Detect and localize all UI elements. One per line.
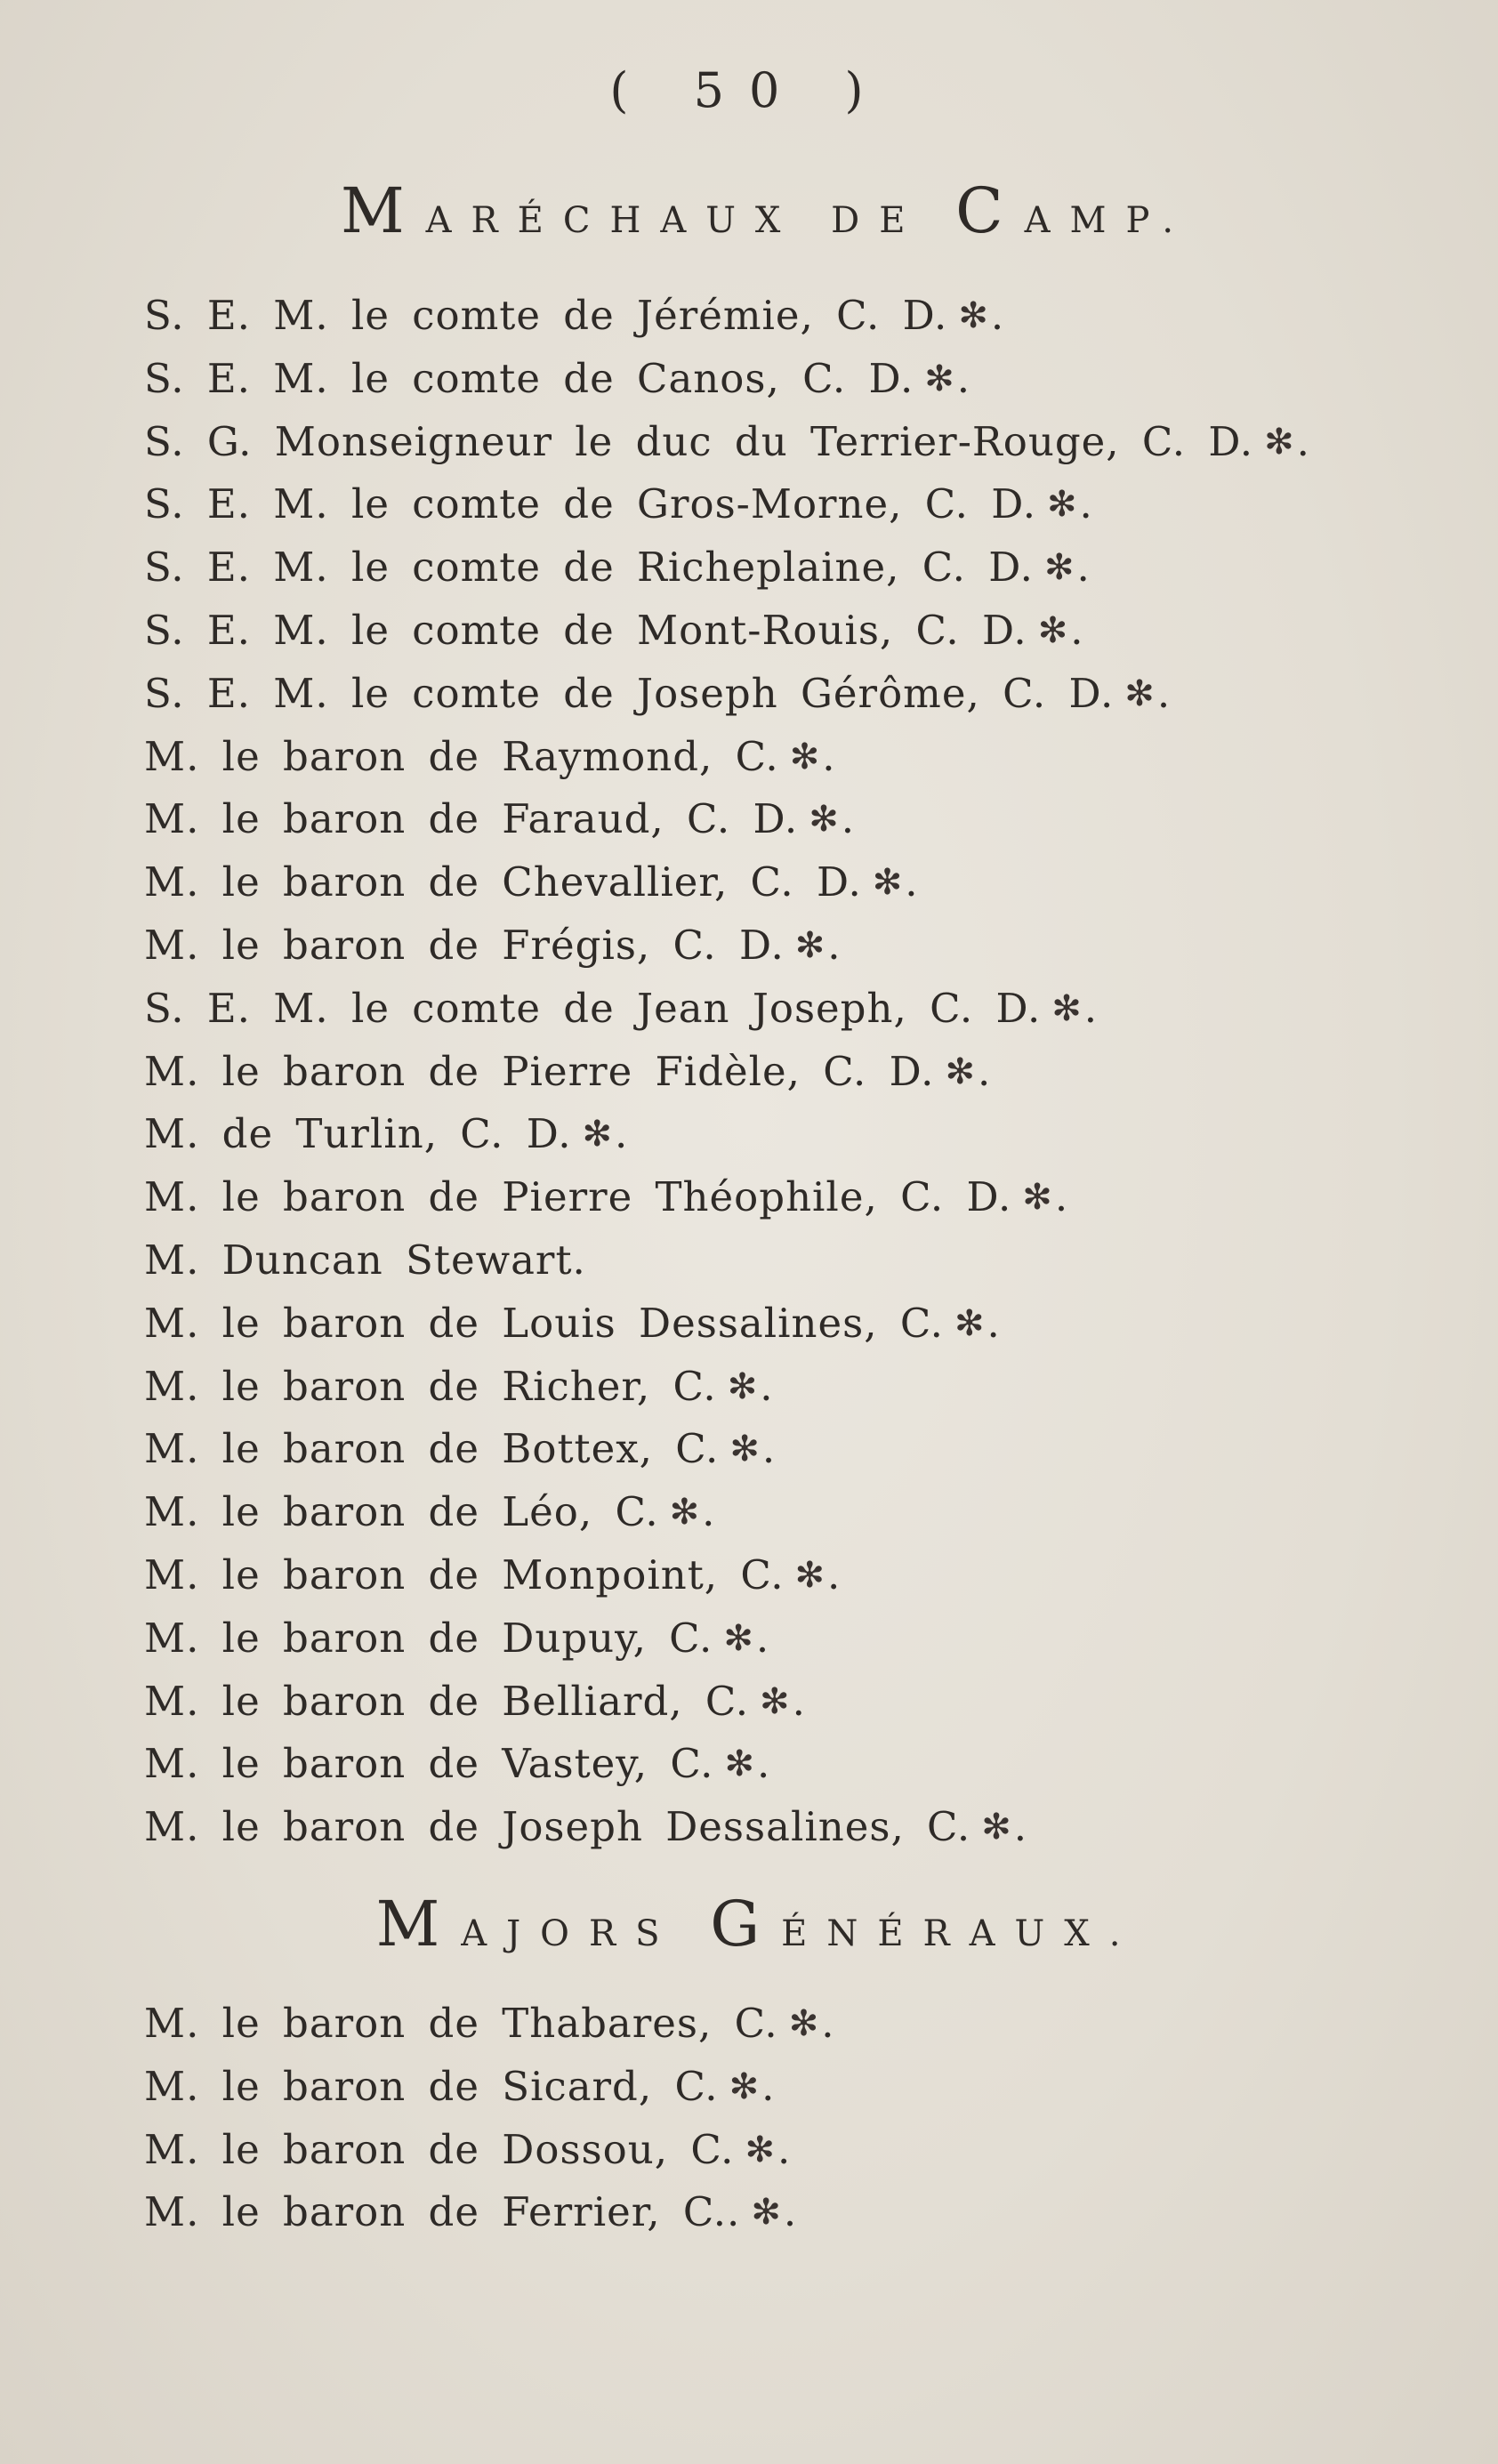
entry-text: M. le baron de Monpoint, C. [144,1550,785,1598]
marechaux-de-camp-list [144,285,1409,1859]
list-item [144,1166,1409,1229]
punctuation: . [792,1677,806,1725]
section-title-majors-generaux [0,1888,1498,1961]
title-initial: M [340,174,426,247]
order-star-icon: ✻ [1051,987,1083,1029]
punctuation: . [1054,1173,1069,1221]
entry-text: M. le baron de Frégis, C. D. [144,921,785,969]
order-star-icon: ✻ [945,1051,976,1092]
punctuation: . [760,1362,774,1410]
list-item [144,788,1409,851]
title-text: AMP. [1024,200,1194,241]
list-item [144,1607,1409,1671]
title-text: ÉNÉRAUX. [781,1913,1140,1954]
entry-text: M. le baron de Bottex, C. [144,1425,720,1473]
order-star-icon: ✻ [981,1807,1012,1848]
list-item [144,536,1409,600]
entry-text: M. le baron de Dupuy, C. [144,1614,713,1662]
list-item [144,600,1409,663]
punctuation: . [827,921,842,969]
order-star-icon: ✻ [1037,609,1069,651]
entry-text: M. le baron de Faraud, C. D. [144,795,799,843]
punctuation: . [827,1550,842,1598]
punctuation: . [956,354,971,402]
order-star-icon: ✻ [745,2129,776,2170]
punctuation: . [990,292,1005,339]
list-item [144,2056,1409,2119]
entry-text: S. E. M. le comte de Jérémie, C. D. [144,292,948,339]
list-item [144,914,1409,978]
punctuation: . [1083,984,1099,1032]
punctuation: . [1076,544,1091,592]
punctuation: . [783,2188,798,2236]
entry-text: S. G. Monseigneur le duc du Terrier-Rouge, C. D. [144,417,1254,465]
entry-text: M. le baron de Belliard, C. [144,1677,750,1725]
entry-text: M. le baron de Richer, C. [144,1362,717,1410]
punctuation: . [756,1740,771,1788]
list-item [144,1103,1409,1166]
list-item [144,2181,1409,2244]
order-star-icon: ✻ [729,1429,761,1470]
entry-text: S. E. M. le comte de Canos, C. D. [144,354,914,402]
punctuation: . [1156,669,1172,717]
entry-text: S. E. M. le comte de Gros-Morne, C. D. [144,480,1036,528]
punctuation: . [841,795,856,843]
entry-text: M. le baron de Louis Dessalines, C. [144,1299,944,1347]
order-star-icon: ✻ [669,1492,701,1534]
list-item [144,2119,1409,2182]
list-item [144,1292,1409,1356]
punctuation: . [822,732,836,780]
list-item [144,473,1409,536]
list-item [144,851,1409,914]
order-star-icon: ✻ [751,2192,782,2234]
list-item [144,348,1409,411]
entry-text: M. le baron de Thabares, C. [144,2000,778,2047]
entry-text: S. E. M. le comte de Richeplaine, C. D. [144,544,1034,592]
entry-text: M. Duncan Stewart. [144,1236,586,1284]
order-star-icon: ✻ [924,358,955,399]
list-item [144,1671,1409,1734]
list-item [144,1356,1409,1419]
list-item [144,1481,1409,1544]
order-star-icon: ✻ [788,2003,820,2044]
list-item [144,978,1409,1041]
order-star-icon: ✻ [727,1365,759,1407]
entry-text: M. le baron de Ferrier, C.. [144,2188,741,2236]
entry-text: M. le baron de Sicard, C. [144,2062,719,2110]
list-item [144,1993,1409,2056]
order-star-icon: ✻ [954,1302,986,1344]
list-item [144,1041,1409,1104]
order-star-icon: ✻ [724,1743,755,1785]
entry-text: S. E. M. le comte de Jean Joseph, C. D. [144,984,1042,1032]
page-number: ( 50 ) [609,62,889,118]
entry-text: S. E. M. le comte de Mont-Rouis, C. D. [144,606,1027,654]
title-text: ARÉCHAUX DE [425,200,956,241]
entry-text: M. le baron de Pierre Théophile, C. D. [144,1173,1012,1221]
title-initial: C [955,174,1025,247]
order-star-icon: ✻ [723,1617,754,1659]
title-text: AJORS [461,1913,711,1954]
list-item [144,285,1409,348]
order-star-icon: ✻ [1124,672,1156,714]
order-star-icon: ✻ [794,1554,826,1596]
punctuation: . [777,2125,792,2173]
list-item [144,726,1409,789]
entry-text: S. E. M. le comte de Joseph Gérôme, C. D. [144,669,1115,717]
entry-text: M. le baron de Léo, C. [144,1488,659,1536]
entry-text: M. le baron de Pierre Fidèle, C. D. [144,1047,935,1095]
punctuation: . [821,2000,835,2047]
punctuation: . [761,1425,777,1473]
order-star-icon: ✻ [1264,421,1295,463]
list-item [144,1544,1409,1607]
order-star-icon: ✻ [809,799,840,841]
order-star-icon: ✻ [789,736,821,777]
title-initial: M [375,1888,462,1961]
order-star-icon: ✻ [729,2065,761,2107]
punctuation: . [905,858,919,906]
entry-text: M. le baron de Vastey, C. [144,1740,714,1788]
punctuation: . [615,1110,629,1158]
entry-text: M. de Turlin, C. D. [144,1110,572,1158]
title-initial: G [710,1888,782,1961]
punctuation: . [987,1299,1001,1347]
entry-text: M. le baron de Joseph Dessalines, C. [144,1803,971,1851]
order-star-icon: ✻ [1047,484,1078,526]
order-star-icon: ✻ [872,862,904,904]
punctuation: . [1079,480,1093,528]
order-star-icon: ✻ [582,1114,614,1156]
punctuation: . [755,1614,770,1662]
list-item [144,1796,1409,1859]
punctuation: . [1013,1803,1028,1851]
entry-text: M. le baron de Chevallier, C. D. [144,858,862,906]
entry-text: M. le baron de Dossou, C. [144,2125,735,2173]
list-item [144,663,1409,726]
list-item [144,1229,1409,1292]
order-star-icon: ✻ [1043,547,1075,589]
section-title-marechaux-de-camp [0,174,1498,247]
order-star-icon: ✻ [760,1680,791,1722]
order-star-icon: ✻ [794,924,826,966]
punctuation: . [702,1488,716,1536]
majors-generaux-list [144,1993,1409,2244]
punctuation: . [977,1047,992,1095]
list-item [144,411,1409,474]
punctuation: . [761,2062,776,2110]
list-item [144,1733,1409,1796]
punctuation: . [1296,417,1310,465]
entry-text: M. le baron de Raymond, C. [144,732,779,780]
punctuation: . [1070,606,1084,654]
order-star-icon: ✻ [958,295,989,336]
order-star-icon: ✻ [1022,1177,1053,1219]
list-item [144,1418,1409,1481]
